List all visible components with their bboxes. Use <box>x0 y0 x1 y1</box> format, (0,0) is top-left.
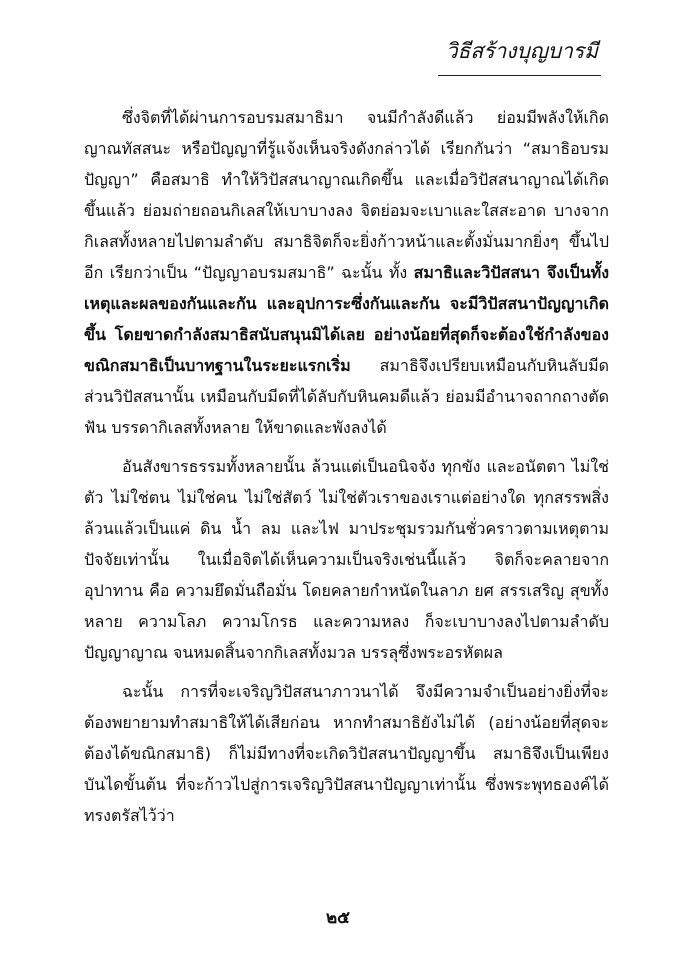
header-underline <box>438 75 601 76</box>
paragraph-2: อันสังขารธรรมทั้งหลายนั้น ล้วนแต่เป็นอนิจจัง ทุกขัง และอนัตตา ไม่ใช่ตัว ไม่ใช่ตน ไม่ใช่คน ไม่ใช่สัตว์ ไม่ใช่ตัวเราของเราแต่อย่างใด ทุกสรรพสิ่งล้วนแล้วเป็นแค่ ดิน น้ำ ลม และไฟ มาประชุมรวมกันชั่วคราวตามเหตุตามปัจจัยเท่านั้น ในเมื่อจิตได้เห็นความเป็นจริงเช่นนี้แล้ว จิตก็จะคลายจากอุปาทาน คือ ความยึดมั่นถือมั่น โดยคลายกำหนัดในลาภ ยศ สรรเสริญ สุขทั้งหลาย ความโลภ ความโกรธ และความหลง ก็จะเบาบางลงไปตามลำดับปัญญาญาณ จนหมดสิ้นจากกิเลสทั้งมวล บรรลุซึ่งพระอรหัตผล <box>84 457 609 662</box>
paragraph-1-text-start: ซึ่งจิตที่ได้ผ่านการอบรมสมาธิมา จนมีกำลังดีแล้ว ย่อมมีพลังให้เกิดญาณทัสสนะ หรือปัญญาที่รู้แจ้งเห็นจริงดังกล่าวได้ เรียกกันว่า “สมาธิอบรมปัญญา” คือสมาธิ ทำให้วิปัสสนาญาณเกิดขึ้น และเมื่อวิปัสสนาญาณได้เกิดขึ้นแล้ว ย่อมถ่ายถอนกิเลสให้เบาบางลง จิตย่อมจะเบาและใสสะอาด บางจากกิเลสทั้งหลายไปตามลำดับ สมาธิจิตก็จะยิ่งก้าวหน้าและตั้งมั่นมากยิ่งๆ ขึ้นไปอีก เรียกว่าเป็น “ปัญญาอบรมสมาธิ” ฉะนั้น ทั้ง <box>84 108 609 282</box>
paragraph-1-bold-emphasis: สมาธิและวิปัสสนา จึงเป็นทั้งเหตุและผลของกันและกัน และอุปการะซึ่งกันและกัน จะมีวิปัสสนาปัญญาเกิดขึ้น โดยขาดกำลังสมาธิสนับสนุนมิได้เลย อย่างน้อยที่สุดก็จะต้องใช้กำลังของขณิกสมาธิเป็นบาทฐานในระยะแรกเริ่ม <box>84 263 610 375</box>
page-number: ๒๕ <box>325 908 351 928</box>
paragraph-1-text-end: สมาธิจึงเปรียบเหมือนกับหินลับมีด ส่วนวิปัสสนานั้น เหมือนกับมีดที่ได้ลับกับหินคมดีแล้ว ย่อมมีอำนาจถากถางตัดฟัน บรรดากิเลสทั้งหลาย ให้ขาดและพังลงได้ <box>84 356 609 437</box>
paragraph-3: ฉะนั้น การที่จะเจริญวิปัสสนาภาวนาได้ จึงมีความจำเป็นอย่างยิ่งที่จะต้องพยายามทำสมาธิให้ได้เสียก่อน หากทำสมาธิยังไม่ได้ (อย่างน้อยที่สุดจะต้องได้ขณิกสมาธิ) ก็ไม่มีทางที่จะเกิดวิปัสสนาปัญญาขึ้น สมาธิจึงเป็นเพียงบันไดขั้นต้น ที่จะก้าวไปสู่การเจริญวิปัสสนาปัญญาเท่านั้น ซึ่งพระพุทธองค์ได้ทรงตรัสไว้ว่า <box>84 682 609 825</box>
paragraph-1 <box>84 102 609 443</box>
running-header-title: วิธีสร้างบุญบารมี <box>445 39 598 63</box>
body-text <box>84 102 609 831</box>
